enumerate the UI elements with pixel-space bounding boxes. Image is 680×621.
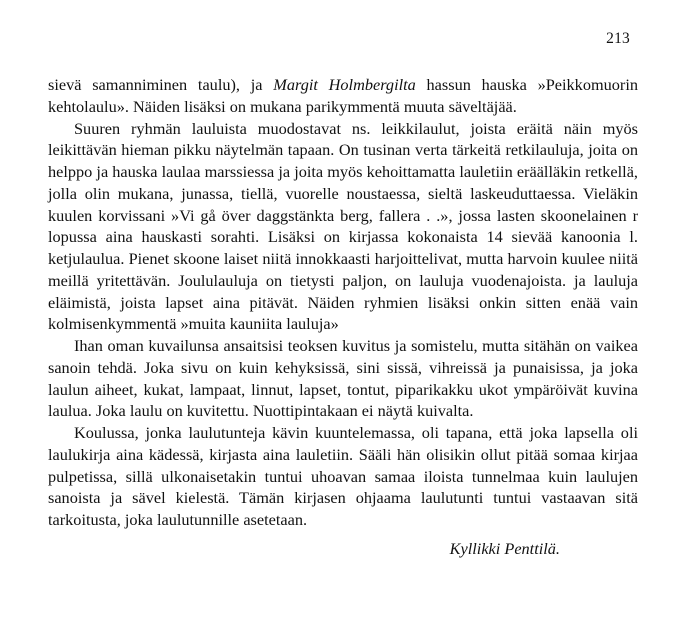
author-signature: Kyllikki Penttilä. (449, 538, 560, 558)
text-run: Ihan oman kuvailunsa ansaitsisi teoksen kuvitus ja somistelu, mutta sitähän on vaikea sanoin tehdä. Joka sivu on kuin kehyksissä, sini sissä, vihreissä ja punaisissa, ja joka laulun aiheet, kukat, lampaat, linnut, lapset, tontut, piparikakku ukot ympäröivät kuvina laulua. Joka laulu on kuvitettu. Nuottipintakaan ei näytä kuivalta. (48, 336, 638, 421)
text-run-italic: Margit Holmbergilta (262, 75, 416, 94)
page-number: 213 (606, 30, 630, 47)
body-text (48, 74, 638, 560)
paragraph-2 (48, 118, 638, 336)
text-run: hassun hauska »Peikkomuorin kehtolaulu». Näiden lisäksi on mukana parikymmentä muuta säveltäjää. (48, 75, 638, 116)
text-run: Suuren ryhmän lauluista muodostavat ns. leikkilaulut, joista eräitä näin myös leikittävän hieman pikku näytelmän tapaan. On tusinan verta tärkeitä retkilauluja, joita on helppo ja hauska laulaa marssiessa ja joita myös kehoittamatta lauletiin eräälläkin retkellä, jolla olin mukana, junassa, tiellä, vuorelle noustaessa, sieltä laskeuduttaessa. Vieläkin kuulen korvissani »Vi gå över daggstänkta berg, fallera . .», jossa lasten skoonelainen r lopussa aina hauskasti sorahti. Lisäksi on kirjassa kokonaista 14 sievää kanoonia l. ketjulaulua. Pienet skoone laiset niitä innokkaasti harjoittelivat, mutta harvoin kuulee niitä meillä yritettävän. Joululauluja on tietysti paljon, on lauluja vuodenajoista. ja lauluja eläimistä, joista lapset aina pitävät. Näiden ryhmien lisäksi onkin sitten enää vain kolmisenkymmentä »muita kauniita lauluja» (48, 118, 638, 334)
paragraph-3 (48, 335, 638, 422)
text-run: Koulussa, jonka laulutunteja kävin kuuntelemassa, oli tapana, että joka lapsella oli laulukirja aina kädessä, kirjasta aina lauletiin. Sääli hän olisikin ollut pitää somaa kirjaa pulpetissa, sillä ulkonaisetakin tuntui uhoavan samaa iloista tunnelmaa kuin laulujen sanoista ja sävel kielestä. Tämän kirjasen ohjaama laulutunti tuntui vastaavan sitä tarkoitusta, joka laulutunnille asetetaan. (48, 423, 638, 529)
paragraph-1 (48, 74, 638, 118)
text-run: sievä samanniminen taulu), ja (48, 75, 263, 94)
paragraph-4 (48, 422, 638, 531)
